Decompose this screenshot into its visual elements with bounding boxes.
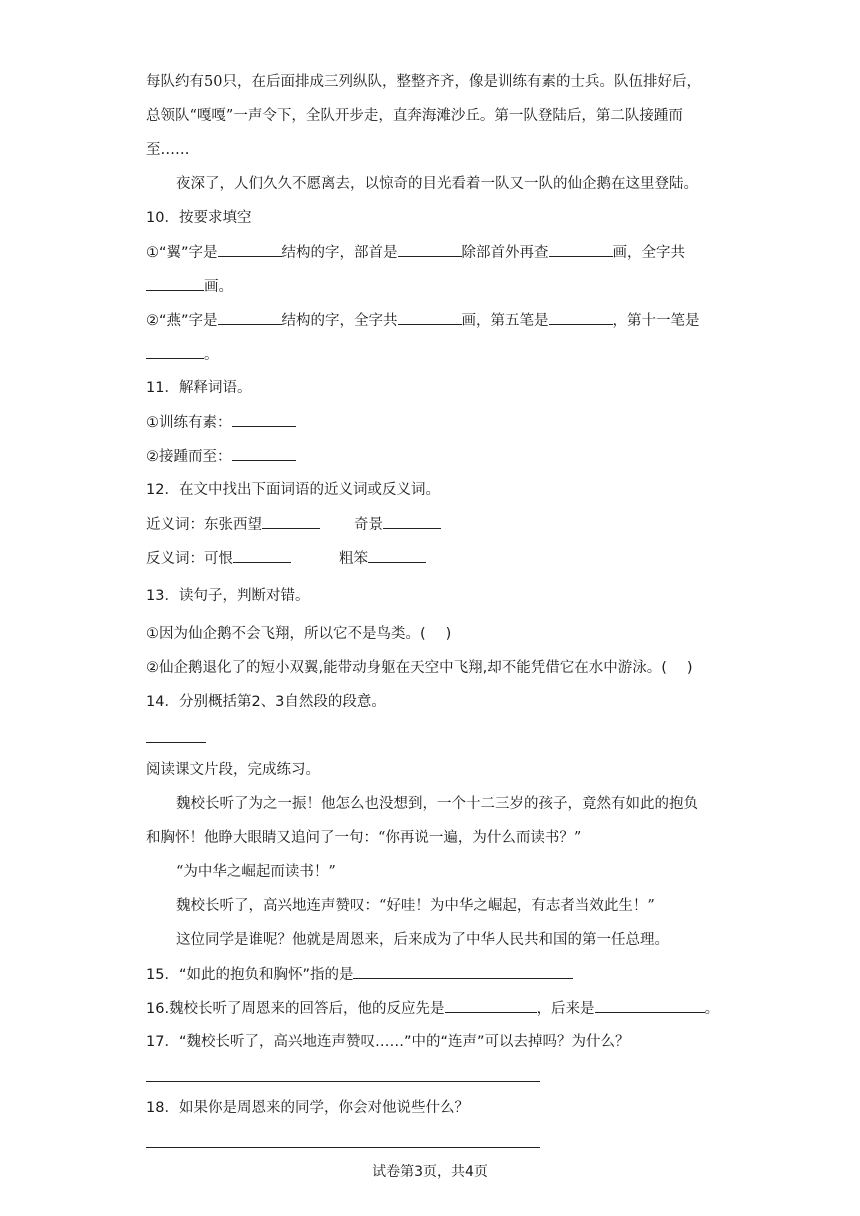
question-12-synonyms [146,514,441,535]
reading-intro: 阅读课文片段，完成练习。 [146,762,320,778]
question-15 [146,964,573,985]
q10-text: 结构的字，部首是 [281,245,398,261]
answer-line[interactable] [146,742,206,743]
question-10-item-1 [146,242,685,263]
answer-blank[interactable] [233,548,291,563]
question-11-item-2 [146,446,296,467]
passage-line: 这位同学是谁呢？他就是周恩来，后来成为了中华人民共和国的第一任总理。 [176,932,669,948]
question-13-title: 13．读句子，判断对错。 [146,588,310,604]
answer-blank[interactable] [549,242,613,257]
answer-blank[interactable] [218,242,282,257]
q10-text: 除部首外再查 [461,245,549,261]
answer-blank[interactable] [368,548,426,563]
question-11-title: 11．解释词语。 [146,380,252,396]
q15-text: 15．“如此的抱负和胸怀”指的是 [146,967,354,983]
passage-line: 总领队“嘎嘎”一声令下，全队开步走，直奔海滩沙丘。第一队登陆后，第二队接踵而 [146,108,683,124]
passage-line: 和胸怀！他睁大眼睛又追问了一句：“你再说一遍，为什么而读书？” [146,830,582,846]
answer-line[interactable] [146,1147,540,1148]
answer-blank[interactable] [383,514,441,529]
passage-line: 魏校长听了，高兴地连声赞叹：“好哇！为中华之崛起，有志者当效此生！” [176,898,655,914]
passage-line: 每队约有50只，在后面排成三列纵队，整整齐齐，像是训练有素的士兵。队伍排好后， [146,74,701,90]
answer-line[interactable] [146,1081,540,1082]
question-12-title: 12．在文中找出下面词语的近义词或反义词。 [146,482,440,498]
question-11-item-1 [146,412,296,433]
q13-text: ①因为仙企鹅不会飞翔，所以它不是鸟类。( [146,626,426,642]
q12-text: 粗笨 [339,551,368,567]
q13-text: ②仙企鹅退化了的短小双翼,能带动身躯在天空中飞翔,却不能凭借它在水中游泳。( [146,660,667,676]
q10-text: ，第十一笔是 [612,313,700,329]
question-14-title: 14．分别概括第2、3自然段的段意。 [146,694,386,710]
q10-text: 画。 [204,279,233,295]
answer-blank[interactable] [232,412,296,427]
passage-line: 魏校长听了为之一振！他怎么也没想到，一个十二三岁的孩子，竟然有如此的抱负 [176,796,698,812]
passage-line: 至…… [146,142,190,158]
q10-text: 画，全字共 [612,245,686,261]
q10-text: 画，第五笔是 [461,313,549,329]
question-10-title: 10．按要求填空 [146,210,252,226]
passage-line: 夜深了，人们久久不愿离去，以惊奇的目光看着一队又一队的仙企鹅在这里登陆。 [176,176,698,192]
q13-text: ) [445,626,452,642]
answer-blank[interactable] [218,310,282,325]
answer-blank[interactable] [146,276,204,291]
question-10-item-2 [146,310,700,331]
question-17: 17．“魏校长听了，高兴地连声赞叹……”中的“连声”可以去掉吗？为什么？ [146,1034,630,1050]
answer-blank[interactable] [549,310,613,325]
q11-text: ②接踵而至： [146,449,232,465]
question-12-antonyms [146,548,426,569]
question-10-item-1-cont [146,276,233,297]
q12-text: 奇景 [354,517,383,533]
q10-text: 结构的字，全字共 [281,313,398,329]
q12-text: 近义词：东张西望 [146,517,262,533]
q12-text: 反义词：可恨 [146,551,233,567]
question-16 [146,998,719,1019]
q16-text: ，后来是 [536,1001,595,1017]
q16-text: 16.魏校长听了周恩来的回答后，他的反应先是 [146,1001,445,1017]
answer-blank[interactable] [262,514,320,529]
answer-blank[interactable] [146,344,204,359]
q10-text: ②“燕”字是 [146,313,218,329]
q10-text: ①“翼”字是 [146,245,218,261]
question-18: 18．如果你是周恩来的同学，你会对他说些什么？ [146,1100,469,1116]
q11-text: ①训练有素： [146,415,232,431]
question-13-item-1 [146,624,451,644]
answer-blank[interactable] [595,998,705,1013]
page-footer: 试卷第3页，共4页 [372,1164,488,1180]
answer-blank[interactable] [353,964,573,979]
q13-text: ) [686,660,693,676]
answer-blank[interactable] [398,310,462,325]
q16-text: 。 [704,1001,720,1017]
answer-blank[interactable] [445,998,537,1013]
question-10-item-2-cont [146,344,219,365]
answer-blank[interactable] [398,242,462,257]
answer-blank[interactable] [232,446,296,461]
passage-line: “为中华之崛起而读书！” [176,864,336,880]
question-13-item-2 [146,658,693,678]
q10-text: 。 [204,347,219,363]
